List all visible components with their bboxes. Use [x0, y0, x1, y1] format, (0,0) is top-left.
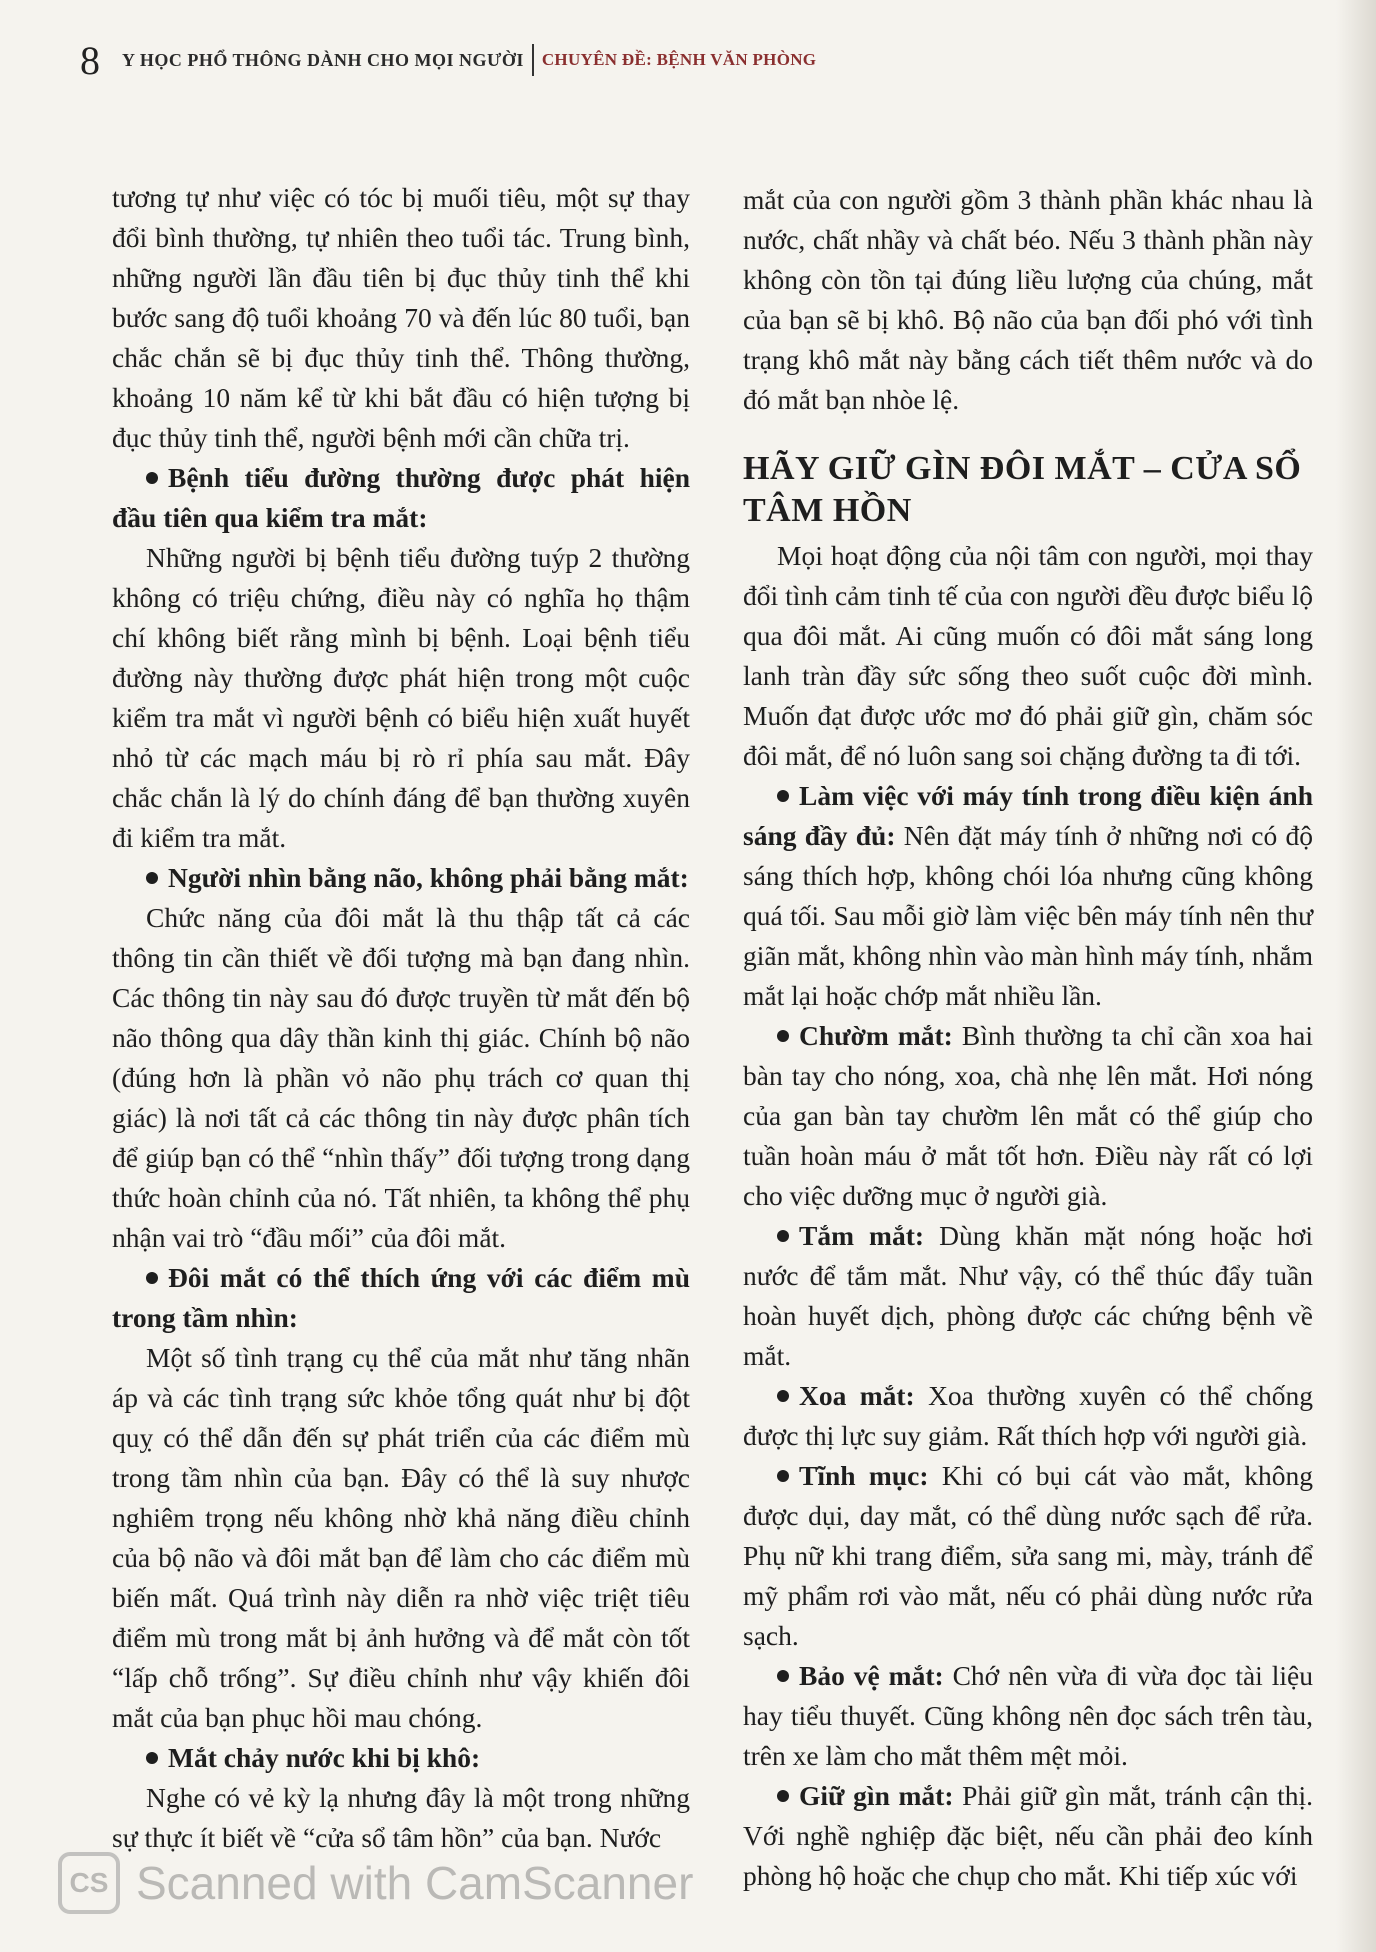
- bullet-heading: Bệnh tiểu đường thường được phát hiện đầu tiên qua kiểm tra mắt:: [112, 462, 690, 533]
- bullet-icon: [777, 1670, 789, 1682]
- bullet-icon: [146, 1272, 158, 1284]
- list-item: Chườm mắt: Bình thường ta chỉ cần xoa hai bàn tay cho nóng, xoa, chà nhẹ lên mắt. Hơi nóng của gan bàn tay chườm lên mắt có thể giúp cho tuần hoàn máu ở mắt tốt hơn. Điều này rất có lợi cho việc dưỡng mục ở người già.: [743, 1020, 1313, 1211]
- page-number: 8: [80, 37, 100, 83]
- camscanner-watermark: [58, 1848, 758, 1918]
- list-item: Bảo vệ mắt: Chớ nên vừa đi vừa đọc tài liệu hay tiểu thuyết. Cũng không nên đọc sách trên tàu, trên xe làm cho mắt thêm mệt mỏi.: [743, 1660, 1313, 1771]
- list-item: Làm việc với máy tính trong điều kiện ánh sáng đầy đủ: Nên đặt máy tính ở những nơi có độ sáng thích hợp, không chói lóa nhưng cũng không quá tối. Sau mỗi giờ làm việc bên máy tính nên thư giãn mắt, không nhìn vào màn hình máy tính, nhắm mắt lại hoặc chớp mắt nhiều lần.: [743, 780, 1313, 1011]
- paragraph: Mọi hoạt động của nội tâm con người, mọi thay đổi tình cảm tinh tế của con người đều được biểu lộ qua đôi mắt. Ai cũng muốn có đôi mắt sáng long lanh tràn đầy sức sống theo suốt cuộc đời mình. Muốn đạt được ước mơ đó phải giữ gìn, chăm sóc đôi mắt, để nó luôn sang soi chặng đường ta đi tới.: [743, 540, 1313, 771]
- bullet-icon: [777, 1790, 789, 1802]
- bullet-icon: [146, 872, 158, 884]
- list-item: Giữ gìn mắt: Phải giữ gìn mắt, tránh cận thị. Với nghề nghiệp đặc biệt, nếu cần phải đeo kính phòng hộ hoặc che chụp cho mắt. Khi tiếp xúc với: [743, 1780, 1313, 1891]
- bullet-icon: [777, 1470, 789, 1482]
- bullet-icon: [146, 1752, 158, 1764]
- section-heading: HÃY GIỮ GÌN ĐÔI MẮT – CỬA SỔ TÂM HỒN: [743, 450, 1302, 529]
- page-edge-shadow: [1336, 0, 1376, 1952]
- paragraph: Nghe có vẻ kỳ lạ nhưng đây là một trong những sự thực ít biết về “cửa sổ tâm hồn” của bạn. Nước: [112, 1782, 690, 1853]
- list-item: Tĩnh mục: Khi có bụi cát vào mắt, không được dụi, day mắt, có thể dùng nước sạch để rửa. Phụ nữ khi trang điểm, sửa sang mi, mày, tránh để mỹ phẩm rơi vào mắt, nếu có phải dùng nước rửa sạch.: [743, 1460, 1313, 1651]
- topic-title: CHUYÊN ĐỀ: BỆNH VĂN PHÒNG: [541, 50, 817, 69]
- book-title: Y HỌC PHỔ THÔNG DÀNH CHO MỌI NGƯỜI: [122, 49, 524, 70]
- bullet-icon: [777, 790, 789, 802]
- right-column: [743, 180, 1313, 1896]
- left-column: [112, 178, 690, 1858]
- paragraph: Chức năng của đôi mắt là thu thập tất cả các thông tin cần thiết về đối tượng mà bạn đang nhìn. Các thông tin này sau đó được truyền từ mắt đến bộ não thông qua dây thần kinh thị giác. Chính bộ não (đúng hơn là phần vỏ não phụ trách cơ quan thị giác) là nơi tất cả các thông tin này được phân tích để giúp bạn có thể “nhìn thấy” đối tượng trong dạng thức hoàn chỉnh của nó. Tất nhiên, ta không thể phụ nhận vai trò “đầu mối” của đôi mắt.: [112, 902, 690, 1253]
- bullet-heading: Người nhìn bằng não, không phải bằng mắt:: [112, 858, 690, 898]
- list-item: Tắm mắt: Dùng khăn mặt nóng hoặc hơi nước để tắm mắt. Như vậy, có thể thúc đẩy tuần hoàn huyết dịch, phòng được các chứng bệnh về mắt.: [743, 1220, 1313, 1371]
- bullet-icon: [777, 1390, 789, 1402]
- paragraph: Một số tình trạng cụ thể của mắt như tăng nhãn áp và các tình trạng sức khỏe tổng quát như bị đột quỵ có thể dẫn đến sự phát triển của các điểm mù trong tầm nhìn của bạn. Đây có thể là suy nhược nghiêm trọng nếu không nhờ khả năng điều chỉnh của bộ não và đôi mắt bạn để làm cho các điểm mù biến mất. Quá trình này diễn ra nhờ việc triệt tiêu điểm mù trong mắt bị ảnh hưởng và để mắt còn tốt “lấp chỗ trống”. Sự điều chỉnh như vậy khiến đôi mắt của bạn phục hồi mau chóng.: [112, 1342, 690, 1733]
- watermark-text: Scanned with CamScanner: [136, 1857, 694, 1909]
- bullet-icon: [777, 1230, 789, 1242]
- list-item: Xoa mắt: Xoa thường xuyên có thể chống được thị lực suy giảm. Rất thích hợp với người già.: [743, 1380, 1313, 1451]
- running-header: [80, 30, 1280, 90]
- paragraph: Những người bị bệnh tiểu đường tuýp 2 thường không có triệu chứng, điều này có nghĩa họ thậm chí không biết rằng mình bị bệnh. Loại bệnh tiểu đường này thường được phát hiện trong một cuộc kiểm tra mắt vì người bệnh có biểu hiện xuất huyết nhỏ từ các mạch máu bị rò rỉ phía sau mắt. Đây chắc chắn là lý do chính đáng để bạn thường xuyên đi kiểm tra mắt.: [112, 542, 690, 853]
- bullet-heading: Mắt chảy nước khi bị khô:: [112, 1738, 690, 1778]
- paragraph: mắt của con người gồm 3 thành phần khác nhau là nước, chất nhầy và chất béo. Nếu 3 thành phần này không còn tồn tại đúng liều lượng của chúng, mắt của bạn sẽ bị khô. Bộ não của bạn đối phó với tình trạng khô mắt này bằng cách tiết thêm nước và do đó mắt bạn nhòe lệ.: [743, 184, 1313, 415]
- paragraph: tương tự như việc có tóc bị muối tiêu, một sự thay đổi bình thường, tự nhiên theo tuổi tác. Trung bình, những người lần đầu tiên bị đục thủy tinh thể khi bước sang độ tuổi khoảng 70 và đến lúc 80 tuổi, bạn chắc chắn sẽ bị đục thủy tinh thể. Thông thường, khoảng 10 năm kể từ khi bắt đầu có hiện tượng bị đục thủy tinh thể, người bệnh mới cần chữa trị.: [112, 182, 690, 453]
- camscanner-logo-icon: CS: [58, 1852, 120, 1914]
- bullet-heading: Đôi mắt có thể thích ứng với các điểm mù trong tầm nhìn:: [112, 1262, 690, 1333]
- header-separator: [532, 44, 534, 76]
- bullet-icon: [777, 1030, 789, 1042]
- bullet-icon: [146, 472, 158, 484]
